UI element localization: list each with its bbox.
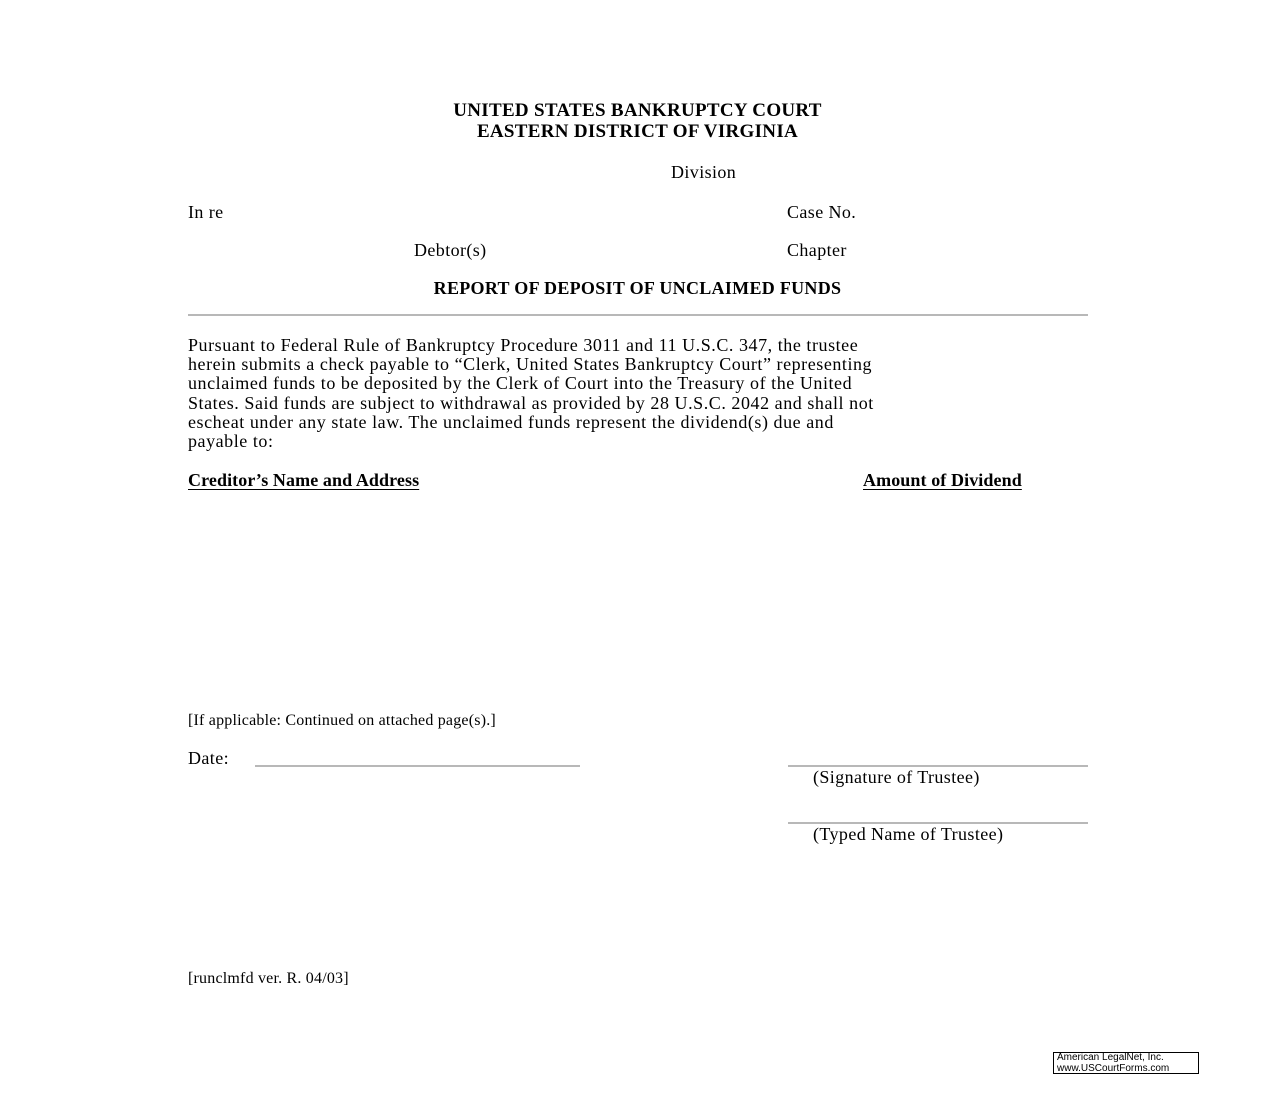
body-line: escheat under any state law. The unclaimed funds represent the dividend(s) due and <box>188 411 834 432</box>
typed-name-caption: (Typed Name of Trustee) <box>813 824 1004 844</box>
column-header-amount: Amount of Dividend <box>863 470 1022 490</box>
continued-note: [If applicable: Continued on attached page(s).] <box>188 712 496 729</box>
creditor-list-area <box>188 500 1088 700</box>
body-line: herein submits a check payable to “Clerk, United States Bankruptcy Court” representing <box>188 354 873 375</box>
court-district: EASTERN DISTRICT OF VIRGINIA <box>476 121 799 142</box>
case-no-label: Case No. <box>787 202 857 222</box>
in-re-label: In re <box>188 202 224 222</box>
column-header-creditor: Creditor’s Name and Address <box>188 470 420 490</box>
body-line: States. Said funds are subject to withdrawal as provided by 28 U.S.C. 2042 and shall not <box>188 392 874 413</box>
publisher-stamp <box>1053 1052 1199 1074</box>
date-label: Date: <box>188 748 229 768</box>
court-name: UNITED STATES BANKRUPTCY COURT <box>453 100 822 121</box>
debtor-label: Debtor(s) <box>414 240 487 260</box>
body-line: payable to: <box>188 431 274 452</box>
date-field[interactable] <box>255 765 580 767</box>
body-line: Pursuant to Federal Rule of Bankruptcy Procedure 3011 and 11 U.S.C. 347, the trustee <box>188 335 859 355</box>
division-label: Division <box>671 162 737 182</box>
form-version: [runclmfd ver. R. 04/03] <box>188 970 349 987</box>
publisher-url: www.USCourtForms.com <box>1057 1062 1170 1074</box>
body-line: unclaimed funds to be deposited by the Clerk of Court into the Treasury of the United <box>188 373 853 394</box>
signature-caption: (Signature of Trustee) <box>813 767 980 787</box>
title-divider <box>188 314 1088 316</box>
body-paragraph <box>188 336 1088 451</box>
chapter-label: Chapter <box>787 240 847 260</box>
publisher-name: American LegalNet, Inc. <box>1057 1052 1164 1063</box>
document-title: REPORT OF DEPOSIT OF UNCLAIMED FUNDS <box>433 278 842 298</box>
